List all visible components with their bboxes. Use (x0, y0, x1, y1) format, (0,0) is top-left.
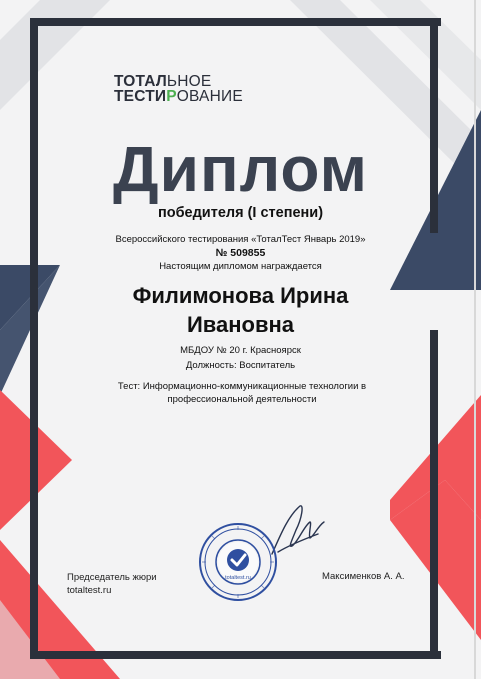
organization: МБДОУ № 20 г. Красноярск (180, 345, 301, 356)
test-subject: Тест: Информационно-коммуникационные технологии в профессиональной деятельности (117, 381, 367, 405)
recipient-name-line1: Филимонова Ирина (132, 283, 349, 308)
recipient-name (0, 281, 481, 339)
signer-name: Максименков А. А. (322, 571, 405, 582)
awarded-line: Настоящим дипломом награждается (159, 261, 322, 272)
diploma-subtitle: победителя (I степени) (157, 205, 324, 221)
recipient-name-line2: Ивановна (186, 312, 295, 337)
logo-line1-thin: ЬНОЕ (166, 73, 212, 90)
stamp-text: totaltest.ru (225, 575, 251, 581)
chair-site: totaltest.ru (67, 585, 112, 596)
testing-line: Всероссийского тестирования «ТоталТест Январь 2019» (115, 234, 366, 245)
logo-line1-bold: ТОТАЛ (114, 73, 167, 90)
totaltest-logo (114, 74, 284, 104)
diploma-title: Диплом (113, 133, 368, 205)
seal-stamp (198, 522, 278, 602)
logo-line2-bold: ТЕСТИ (114, 88, 167, 105)
chair-label: Председатель жюри (67, 572, 157, 583)
logo-line2-thin: ОВАНИЕ (176, 88, 243, 105)
diploma-number: № 509855 (215, 247, 266, 259)
logo-check-letter: Р (166, 88, 177, 105)
frame-right-lower (430, 330, 438, 659)
position: Должность: Воспитатель (185, 360, 296, 371)
chair-block (67, 571, 157, 597)
page-edge (474, 0, 476, 679)
